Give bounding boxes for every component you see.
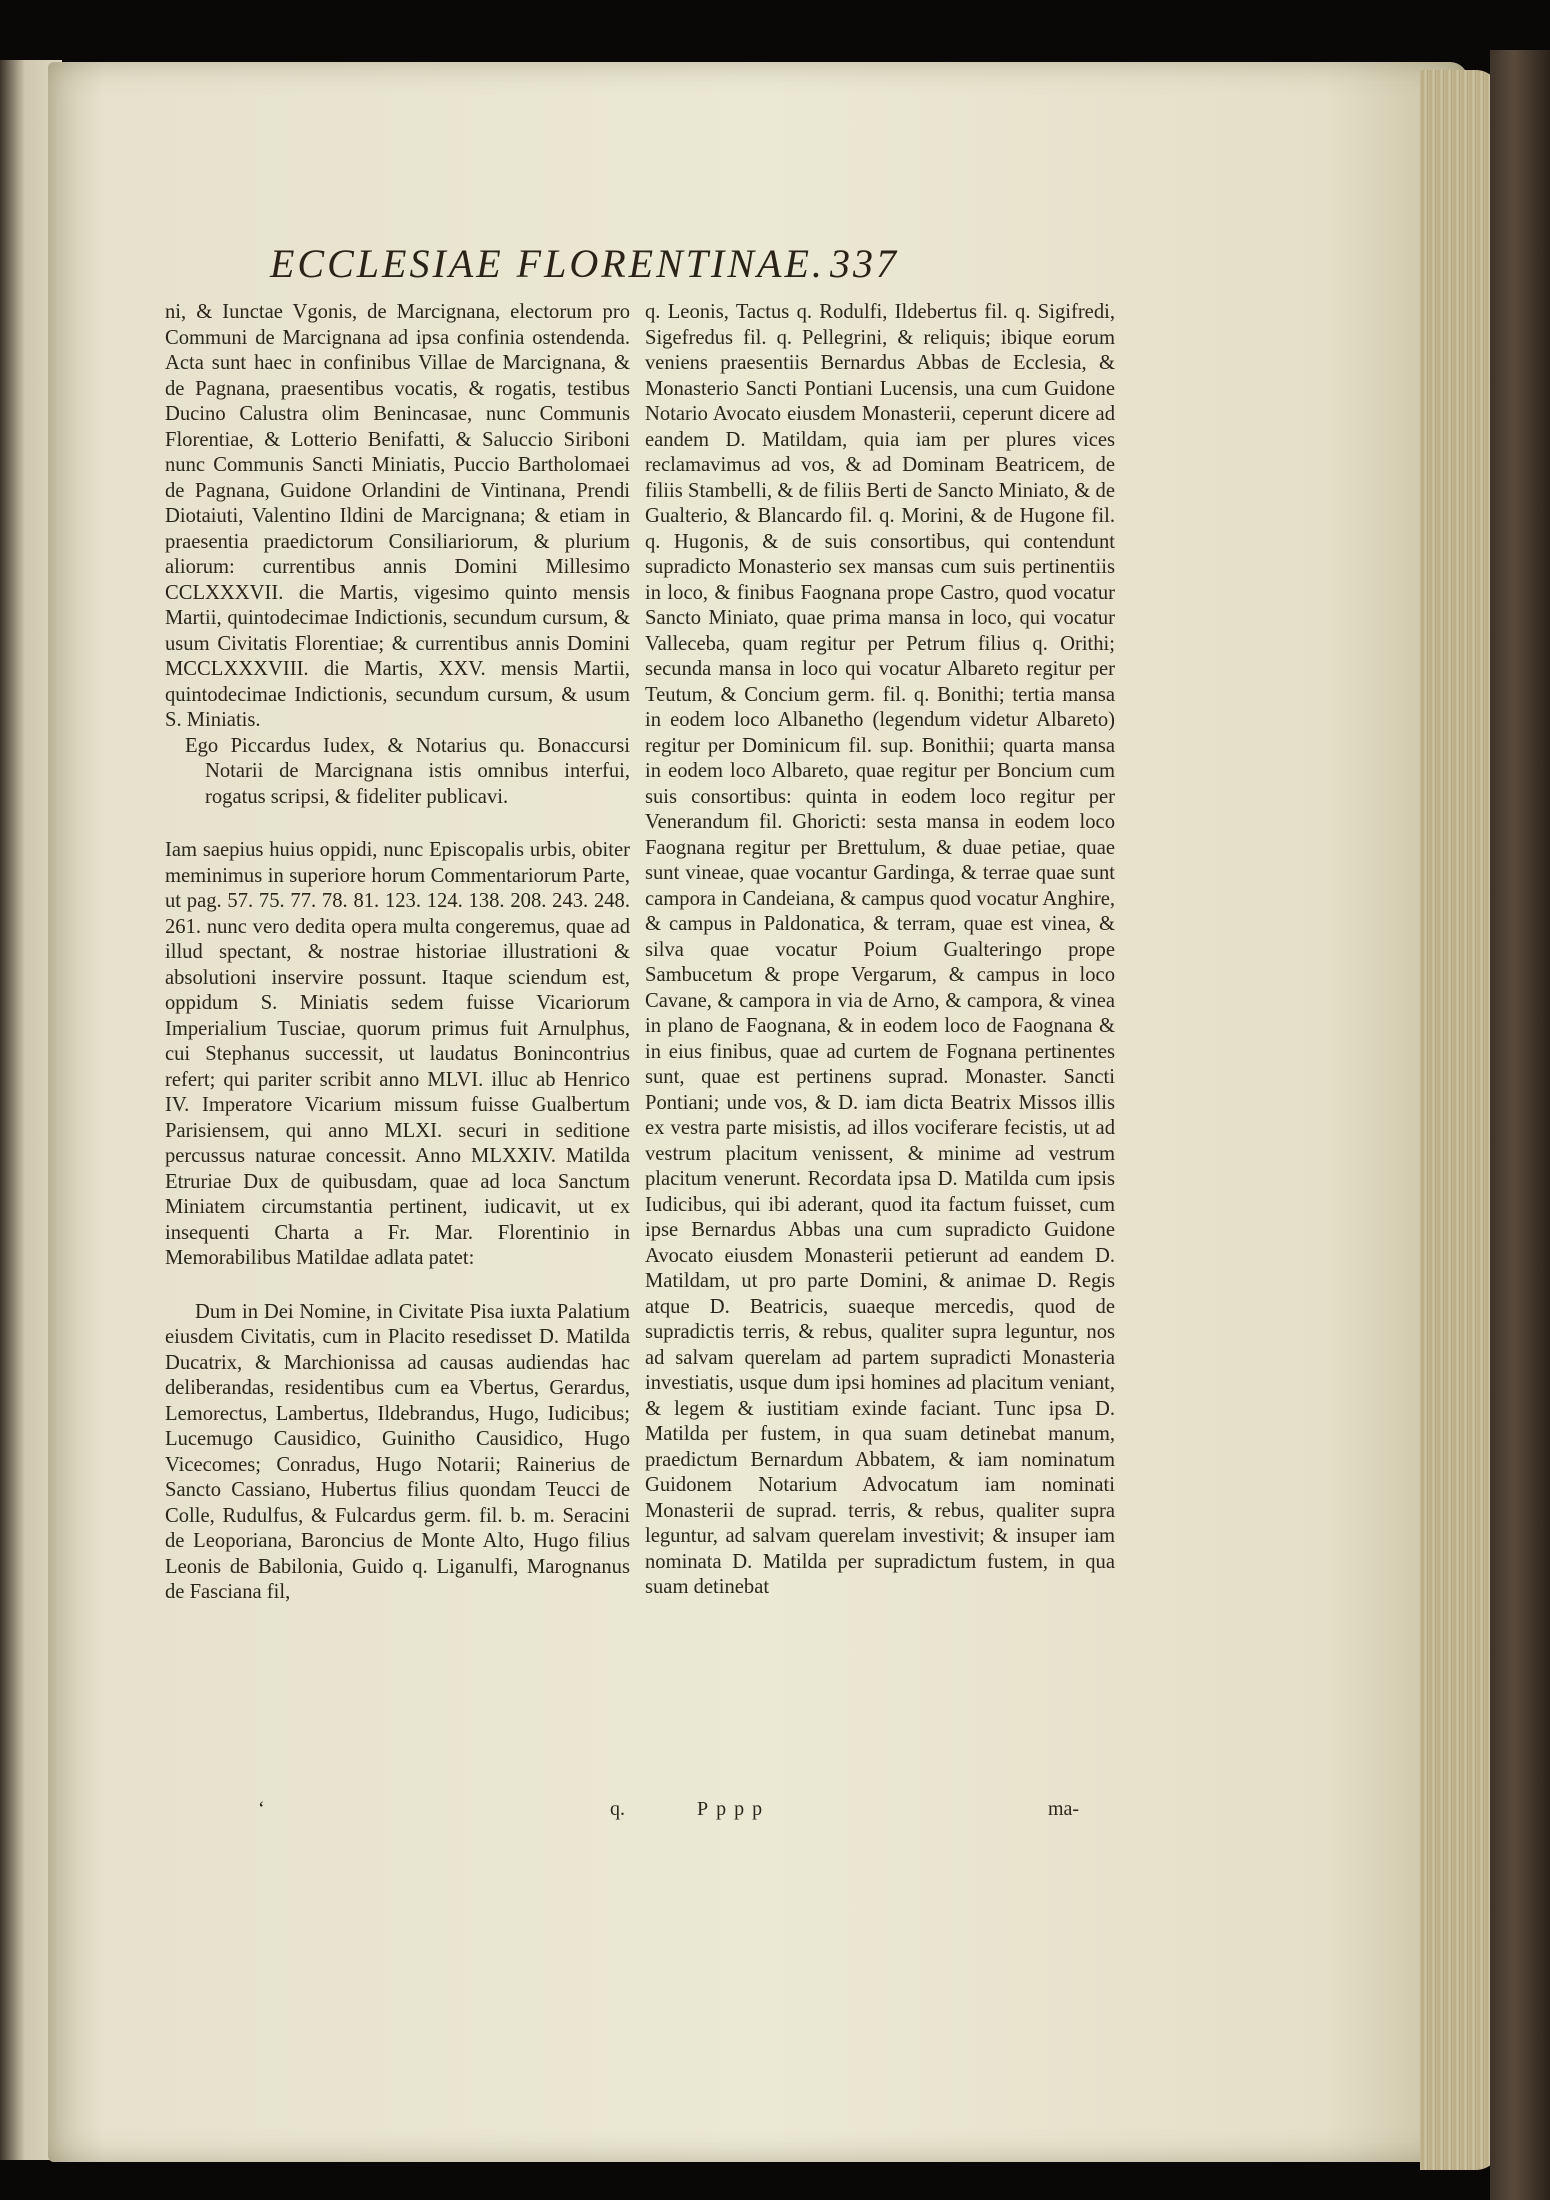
left-column <box>165 300 630 1606</box>
notary-subscription: Ego Piccardus Iudex, & Notarius qu. Bonaccursi Notarii de Marcignana istis omnibus interfui, rogatus scripsi, & fideliter publicavi. <box>185 734 630 808</box>
page-number: 337 <box>830 241 899 286</box>
footer-mark: ‘ <box>258 1798 265 1820</box>
page-fore-edge <box>1420 70 1500 2170</box>
right-column <box>645 300 1115 1601</box>
running-header <box>270 240 1030 300</box>
left-catchword: q. <box>610 1798 625 1820</box>
book-spine <box>1490 50 1550 2200</box>
charter-text: Dum in Dei Nomine, in Civitate Pisa iuxta Palatium eiusdem Civitatis, cum in Placito resedisset D. Matilda Ducatrix, & Marchionissa ad causas audiendas hac deliberandas, residentibus cum ea Vbertus, Gerardus, Lemorectus, Lambertus, Ildebrandus, Hugo, Iudicibus; Lucemugo Causidico, Guinitho Causidico, Hugo Vicecomes; Conradus, Hugo Notarii; Rainerius de Sancto Cassiano, Hubertus filius quondam Teucci de Colle, Rudulfus, & Fulcardus germ. fil. b. m. Seracini de Leoporiana, Baroncius de Monte Alto, Hugo filius Leonis de Babilonia, Guido q. Liganulfi, Marognanus de Fasciana fil, <box>165 1300 630 1603</box>
right-paragraph: q. Leonis, Tactus q. Rodulfi, Ildebertus fil. q. Sigifredi, Sigefredus fil. q. Pellegrini, & reliquis; ibique eorum veniens praesentiis Bernardus Abbas de Ecclesia, & Monasterio Sancti Pontiani Lucensis, una cum Guidone Notario Avocato eiusdem Monasterii, ceperunt dicere ad eandem D. Matildam, quia iam per plures vices reclamavimus ad vos, & ad Dominam Beatricem, de filiis Stambelli, & de filiis Berti de Sancto Miniato, & de Gualterio, & Blancardo fil. q. Morini, & de Hugone fil. q. Hugonis, & de suis consortibus, qui contendunt supradicto Monasterio sex mansas cum suis pertinentiis in loco, & finibus Faognana prope Castro, quod vocatur Sancto Miniato, quae prima mansa in loco, qui vocatur Valleceba, quam regitur per Petrum filius q. Orithi; secunda mansa in loco qui vocatur Albareto regitur per Teutum, & Concium germ. fil. q. Bonithi; tertia mansa in eodem loco Albanetho (legendum videtur Albareto) regitur per Dominicum fil. sup. Bonithii; quarta mansa in eodem loco Albareto, quae regitur per Boncium cum suis consortibus: quinta in eodem loco regitur per Venerandum fil. Ghoricti: sesta mansa in eodem loco Faognana regitur per Brettulum, & duae petiae, quae sunt vineae, quae vocantur Gardinga, & terrae quae sunt campora in Candeiana, & campus quod vocatur Anghire, & campus in Paldonatica, & terram, quae est vinea, & silva quae vocatur Poium Gualteringo prope Sambucetum & prope Vergarum, & campus in loco Cavane, & campora in via de Arno, & campora, & vinea in plano de Faognana, & in eodem loco de Faognana & in eius finibus, quae ad curtem de Fognana pertinentes sunt, quae est pertinens suprad. Monaster. Sancti Pontiani; unde vos, & D. iam dicta Beatrix Missos illis ex vestra parte misistis, ad illos vociferare fecistis, ut ad vestrum placitum venissent, & minime ad vestrum placitum venerunt. Recordata ipsa D. Matilda cum ipsis Iudicibus, qui ibi aderant, quod ita factum fuisset, cum ipse Bernardus Abbas una cum supradicto Guidone Avocato eiusdem Monasterii petierunt ad eandem D. Matildam, ut pro parte Domini, & animae D. Regis atque D. Beatricis, suaeque mercedis, quod de supradictis terris, & rebus, qualiter supra leguntur, nos ad salvam querelam ad partem supradicti Monasteria investiatis, usque dum ipsi homines ad placitum veniant, & legem & iustitiam exinde faciant. Tunc ipsa D. Matilda per fustem, in qua suam detinebat manum, praedictum Bernardum Abbatem, & iam nominatum Guidonem Notarium Advocatum iam nominati Monasterii de suprad. terris, & rebus, qualiter supra leguntur, ad salvam querelam investivit; & insuper iam nominata D. Matilda per supradictum fustem, in qua suam detinebat <box>645 301 1115 1598</box>
right-catchword: ma- <box>1048 1798 1080 1820</box>
running-title: ECCLESIAE FLORENTINAE. <box>270 241 825 286</box>
left-paragraph: ni, & Iunctae Vgonis, de Marcignana, electorum pro Communi de Marcignana ad ipsa confinia ostendenda. Acta sunt haec in confinibus Villae de Marcignana, & de Pagnana, praesentibus vocatis, & rogatis, testibus Ducino Calustra olim Benincasae, nunc Communis Florentiae, & Lotterio Benifatti, & Saluccio Siriboni nunc Communis Sancti Miniatis, Puccio Bartholomaei de Pagnana, Guidone Orlandini de Vintinana, Prendi Diotaiuti, Valentino Ildini de Marcignana; & etiam in praesentia praedictorum Consiliariorum, & plurium aliorum: currentibus annis Domini Millesimo CCLXXXVII. die Martis, vigesimo quinto mensis Martii, quintodecimae Indictionis, secundum cursum, & usum Civitatis Florentiae; & currentibus annis Domini MCCLXXXVIII. die Martis, XXV. mensis Martii, quintodecimae Indictionis, secundum cursum, & usum S. Miniatis. <box>165 301 630 731</box>
signature-mark: Pppp <box>697 1798 771 1820</box>
left-paragraph: Iam saepius huius oppidi, nunc Episcopalis urbis, obiter meminimus in superiore horum Commentariorum Parte, ut pag. 57. 75. 77. 78. 81. 123. 124. 138. 208. 243. 248. 261. nunc vero dedita opera multa congeremus, quae ad illud spectant, & nostrae historiae illustrationi & absolutioni inservire possunt. Itaque sciendum est, oppidum S. Miniatis sedem fuisse Vicariorum Imperialium Tusciae, quorum primus fuit Arnulphus, cui Stephanus successit, ut laudatus Bonincontrius refert; qui pariter scribit anno MLVI. illuc ab Henrico IV. Imperatore Vicarium missum fuisse Gualbertum Parisiensem, qui anno MLXI. securi in seditione percussus naturae concessit. Anno MLXXIV. Matilda Etruriae Dux de quibusdam, quae ad loca Sanctum Miniatem circumstantia pertinent, iudicavit, ut ex insequenti Charta a Fr. Mar. Florentinio in Memorabilibus Matildae adlata patet: <box>165 839 630 1269</box>
